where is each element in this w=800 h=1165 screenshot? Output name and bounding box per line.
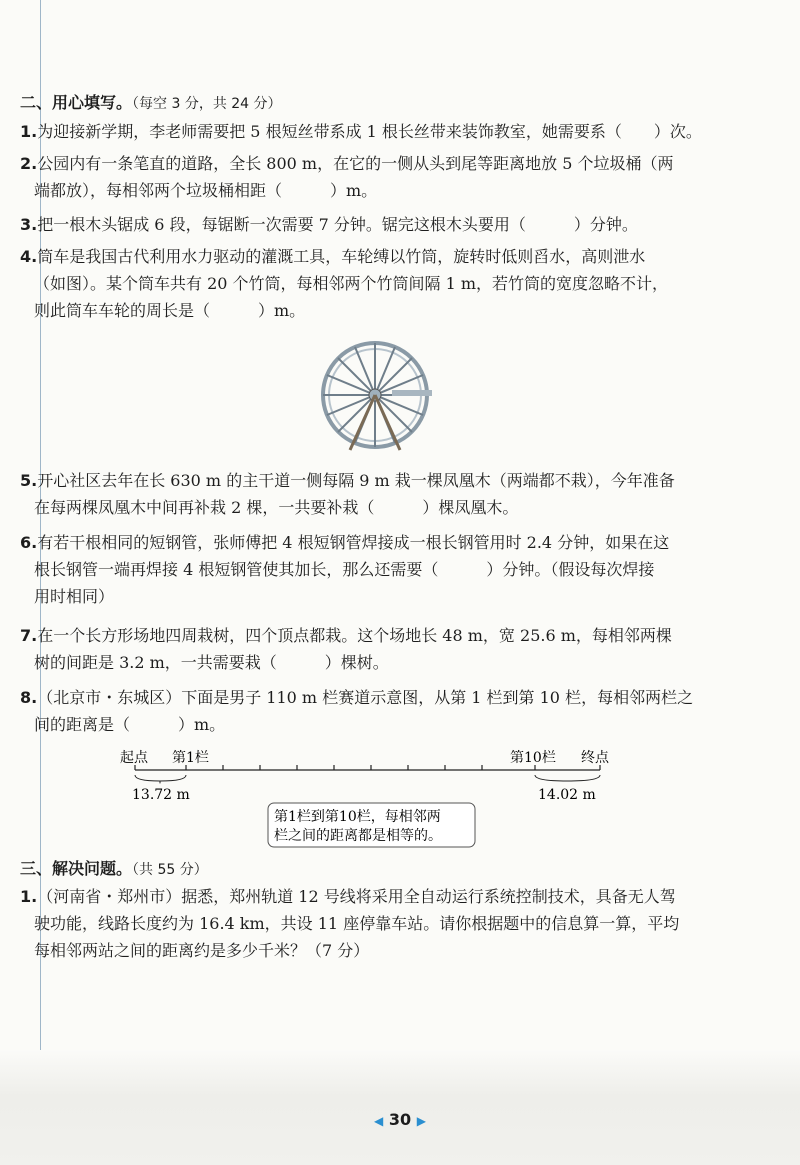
section-2-heading: [20, 90, 282, 113]
distance-start: 13.72 m: [132, 787, 190, 803]
note-line-2: 栏之间的距离都是相等的。: [274, 828, 442, 844]
section-3-note: （共 55 分）: [132, 862, 208, 878]
question-2-4: 4.筒车是我国古代利用水力驱动的灌溉工具，车轮缚以竹筒，旋转时低则舀水，高则泄水 （如图）。某个筒车共有 20 个竹筒，每相邻两个竹筒间隔 1 m，若竹筒的宽度忽略不计， 则此筒车车轮的周长是（ ）m。: [20, 247, 669, 320]
question-2-2: 2.公园内有一条笔直的道路，全长 800 m，在它的一侧从头到尾等距离地放 5 个垃圾桶（两 端都放），每相邻两个垃圾桶相距（ ）m。: [20, 154, 674, 200]
distance-end: 14.02 m: [538, 787, 596, 803]
page-number: ◀ 30 ▶: [374, 1110, 426, 1129]
brace-start: [135, 775, 186, 783]
note-line-1: 第1栏到第10栏，每相邻两: [274, 809, 441, 825]
question-2-3: 3.把一根木头锯成 6 段，每锯断一次需要 7 分钟。锯完这根木头要用（ ）分钟。: [20, 215, 638, 234]
section-3-title: 三、解决问题。: [20, 859, 133, 878]
section-2-title: 二、用心填写。: [20, 93, 133, 112]
label-hurdle-10: 第10栏: [510, 750, 556, 766]
section-3-heading: [20, 856, 208, 879]
label-finish: 终点: [581, 750, 609, 766]
next-triangle-icon: ▶: [416, 1114, 426, 1128]
label-start: 起点: [120, 750, 148, 766]
brace-end: [535, 775, 600, 781]
water-wheel-illustration: [310, 340, 440, 455]
hurdle-track-diagram: [110, 745, 630, 855]
page-bottom-shading: [0, 1050, 800, 1165]
prev-triangle-icon: ◀: [374, 1114, 384, 1128]
question-2-6: 6.有若干根相同的短钢管，张师傅把 4 根短钢管焊接成一根长钢管用时 2.4 分钟，如果在这 根长钢管一端再焊接 4 根短钢管使其加长，那么还需要（ ）分钟。（假设每次焊接 用时相同）: [20, 533, 670, 606]
question-2-5: 5.开心社区去年在长 630 m 的主干道一侧每隔 9 m 栽一棵凤凰木（两端都不栽），今年准备 在每两棵凤凰木中间再补栽 2 棵，一共要补栽（ ）棵凤凰木。: [20, 471, 675, 517]
question-2-8: 8.（北京市・东城区）下面是男子 110 m 栏赛道示意图，从第 1 栏到第 10 栏，每相邻两栏之 间的距离是（ ）m。: [20, 688, 694, 734]
label-hurdle-1: 第1栏: [172, 750, 209, 766]
question-2-7: 7.在一个长方形场地四周栽树，四个顶点都栽。这个场地长 48 m，宽 25.6 m，每相邻两棵 树的间距是 3.2 m，一共需要栽（ ）棵树。: [20, 626, 672, 672]
question-2-1: 1.为迎接新学期，李老师需要把 5 根短丝带系成 1 根长丝带来装饰教室，她需要系（ ）次。: [20, 122, 702, 141]
section-2-note: （每空 3 分，共 24 分）: [132, 96, 282, 112]
question-3-1: 1.（河南省・郑州市）据悉，郑州轨道 12 号线将采用全自动运行系统控制技术，具备无人驾 驶功能，线路长度约为 16.4 km，共设 11 座停靠车站。请你根据题中的信息算一算，平均 每相邻两站之间的距离约是多少千米？（7 分）: [20, 887, 680, 960]
